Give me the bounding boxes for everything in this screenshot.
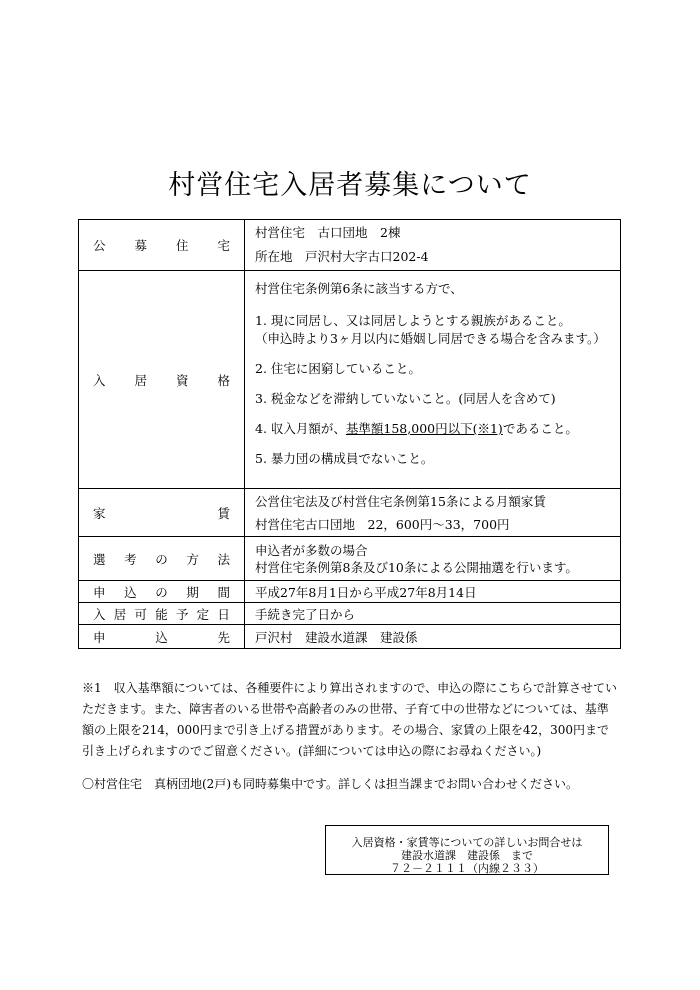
rent-range: 村営住宅古口団地 22，600円～33，700円 (255, 516, 510, 532)
label-public-housing: 公 募 住 宅 (79, 220, 245, 271)
row-move-in (79, 603, 621, 625)
label-period: 申 込 の 期 間 (79, 581, 245, 603)
page-title: 村営住宅入居者募集について (168, 170, 532, 201)
value-apply-to: 戸沢村 建設水道課 建設係 (245, 625, 621, 649)
qual-item-5: 5. 暴力団の構成員でないこと。 (255, 451, 434, 466)
income-threshold: 基準額158,000円以下(※1) (345, 421, 503, 436)
note-line: 引き上げられますのでご留意ください。(詳細については申込の際にお尋ねください。) (82, 744, 542, 758)
value-qualifications (245, 271, 621, 489)
row-rent (79, 489, 621, 537)
row-qualifications (79, 271, 621, 489)
qual-intro: 村営住宅条例第6条に該当する方で、 (255, 281, 463, 296)
notes-section (82, 678, 627, 795)
row-selection (79, 537, 621, 581)
row-public-housing (79, 220, 621, 271)
qual-item-3: 3. 税金などを滞納していないこと。(同居人を含めて) (255, 391, 556, 406)
contact-box (325, 825, 609, 875)
label-selection: 選 考 の 方 法 (79, 537, 245, 581)
label-apply-to: 申 込 先 (79, 625, 245, 649)
value-period: 平成27年8月1日から平成27年8月14日 (245, 581, 621, 603)
value-selection (245, 537, 621, 581)
contact-line-1: 入居資格・家賃等についての詳しいお問合せは (351, 836, 583, 849)
contact-phone: ７２－２１１１（内線２３３） (390, 862, 544, 875)
also-recruiting-notice: 〇村営住宅 真柄団地(2戸)も同時募集中です。詳しくは担当課までお問い合わせください。 (82, 777, 579, 791)
housing-name: 村営住宅 古口団地 2棟 (255, 225, 401, 240)
qual-item-1-note: （申込時より3ヶ月以内に婚姻し同居できる場合を含みます。） (255, 331, 606, 346)
value-move-in: 手続き完了日から (245, 603, 621, 625)
housing-address: 所在地 戸沢村大字古口202-4 (255, 249, 429, 264)
value-public-housing (245, 220, 621, 271)
qual-item-4: 4. 収入月額が、基準額158,000円以下(※1)であること。 (255, 421, 578, 436)
label-rent: 家 賃 (79, 489, 245, 537)
qual-item-1: 1. 現に同居し、又は同居しようとする親族があること。 (255, 313, 571, 328)
contact-line-2: 建設水道課 建設係 まで (401, 849, 533, 862)
row-apply-to (79, 625, 621, 649)
note-line: 額の上限を214，000円まで引き上げる措置があります。その場合、家賃の上限を42，300円まで (82, 723, 610, 737)
recruitment-table (78, 219, 621, 649)
label-qualifications: 入 居 資 格 (79, 271, 245, 489)
note-line: ※1 収入基準額については、各種要件により算出されますので、申込の際にこちらで計算させてい (82, 681, 618, 695)
value-rent (245, 489, 621, 537)
row-period (79, 581, 621, 603)
qual-item-2: 2. 住宅に困窮していること。 (255, 361, 421, 376)
selection-condition: 申込者が多数の場合 (255, 542, 368, 558)
rent-basis: 公営住宅法及び村営住宅条例第15条による月額家賃 (255, 493, 546, 509)
selection-method: 村営住宅条例第8条及び10条による公開抽選を行います。 (255, 559, 578, 575)
note-line: ただきます。また、障害者のいる世帯や高齢者のみの世帯、子育て中の世帯などについては、基準 (82, 702, 609, 716)
label-move-in: 入 居 可 能 予 定 日 (79, 603, 245, 625)
